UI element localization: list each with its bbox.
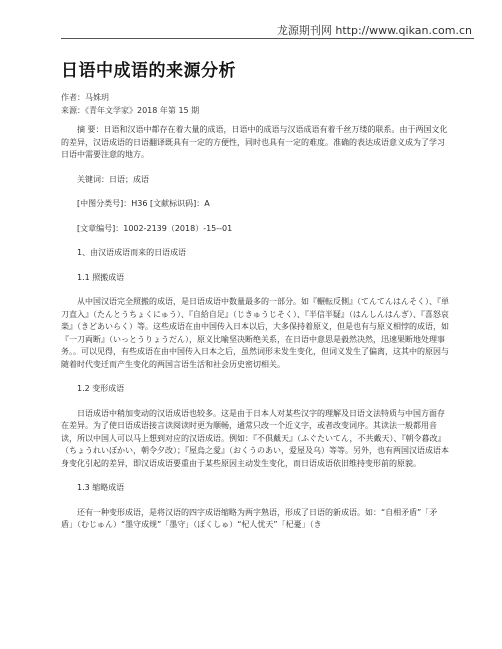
abstract: 摘 要：日语和汉语中都存在着大量的成语，日语中的成语与汉语成语有着千丝万缕的联系。由于两国文化的差异，汉语成语的日语翻译既具有一定的方便性，同时也具有一定的难度。准确的表达成语意义成为了学习日语中需要注意的地方。 xyxy=(61,125,448,159)
classification: [中图分类号]：H36 [文献标识码]：A xyxy=(77,199,210,208)
section-heading-1: 1、由汉语成语而来的日语成语 xyxy=(77,248,187,257)
subsection-heading-1-3: 1.3 缩略成语 xyxy=(77,483,125,492)
subsection-heading-1-1: 1.1 照搬成语 xyxy=(77,272,125,282)
article-author: 作者：马姝玥 xyxy=(61,93,109,102)
paragraph-1-2: 日语成语中稍加变动的汉语成语也较多。这是由于日本人对某些汉字的理解及日语文法特质与中国方面存在差异。为了使日语成语接言读阅读时更为顺畅，通常只改一个近义字，或者改变词序。其读法一般都用音读，所以中国人可以马上想到对应的汉语成语。例如：『不倶戴天』（ふぐたいてん，不共戴天）、『朝令暮改』（ちょうれいぼかい，朝令夕改）；『屋烏之愛』（おくうのあい，爱屋及乌）等等。另外，也有两国汉语成语本身变化引起的差异，即汉语成语要重由于某些原因主动发生变化，而日语成语依旧维持变形前的原貌。 xyxy=(61,408,449,468)
paragraph-1-1: 从中国汉语完全照搬的成语，是日语成语中数量最多的一部分。如『輾転反側』（てんてんはんそく）、『単刀直入』（たんとうちょくにゅう）、『自給自足』（じきゅうじそく）、『半信半疑』（はんしんはんぎ）、『喜怒哀楽』（きどあいらく）等。这些成语在由中国传入日本以后，大多保持着原义，但是也有与原义相悖的成语，如『一刀両断』（いっとうりょうだん），原义比喻坚决断绝关系，在日语中意思是毅然决然，迅速果断地处理事务。。可以见得，有些成语在由中国传入日本之后，虽然词形未发生变化，但词义发生了偏离，这其中的原因与随着时代变迁而产生变化的两国言语生活和社会历史密切相关。 xyxy=(61,297,449,369)
paragraph-1-3: 还有一种变形成语，是将汉语的四字成语缩略为两字熟语，形成了日语的新成语。如：“自相矛盾”「矛盾」（むじゅん）“墨守成规”「墨守」（ぼくしゅ）“杞人忧天”「杞憂」（き xyxy=(61,507,438,529)
article-number: [文章编号]：1002-2139（2018）-15--01 xyxy=(77,223,233,233)
subsection-heading-1-2: 1.2 变形成语 xyxy=(77,384,125,393)
header-divider xyxy=(61,38,474,39)
article-title: 日语中成语的来源分析 xyxy=(61,61,236,81)
site-header[interactable]: 龙源期刊网 http://www.qikan.com.cn xyxy=(276,24,472,37)
keywords: 关键词：日语；成语 xyxy=(77,174,149,184)
article-body xyxy=(61,124,449,544)
article-source: 来源：《青年文学家》2018 年第 15 期 xyxy=(61,106,200,115)
